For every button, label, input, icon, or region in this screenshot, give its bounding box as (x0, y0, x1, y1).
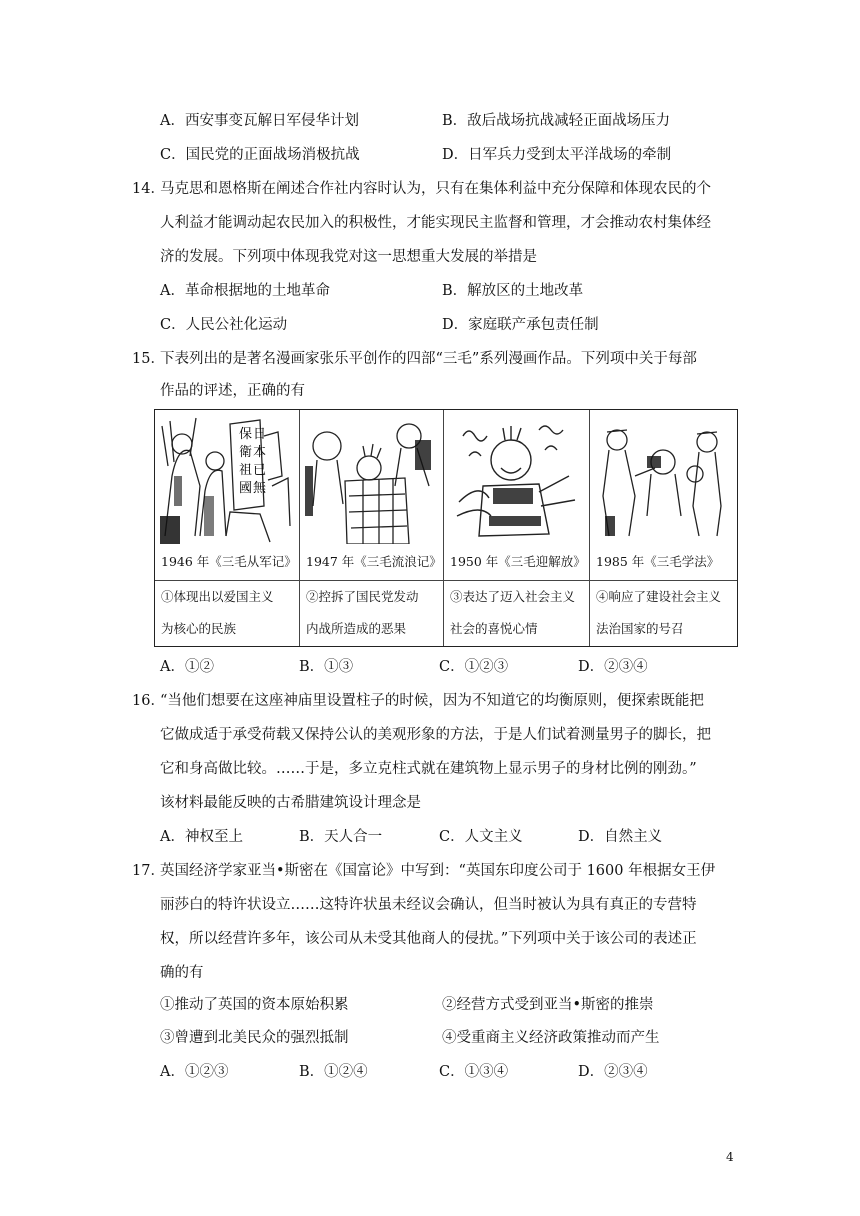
svg-text:祖: 祖 (239, 463, 253, 478)
q14-option-c: C．人民公社化运动 (160, 317, 288, 333)
q15-stem-line: 作品的评述，正确的有 (160, 383, 305, 399)
sign-text: 保 (239, 427, 253, 442)
q16-number: 16． (132, 693, 165, 709)
q17-statement-4: ④受重商主义经济政策推动而产生 (442, 1030, 660, 1046)
q14-stem-line: 马克思和恩格斯在阐述合作社内容时认为，只有在集体利益中充分保障和体现农民的个 (160, 181, 711, 197)
cartoon-caption: 1946 年《三毛从军记》 (161, 554, 297, 569)
q14-number: 14． (132, 181, 165, 197)
svg-text:日: 日 (253, 427, 267, 442)
q17-statement-3: ③曾遭到北美民众的强烈抵制 (160, 1030, 349, 1046)
q16-stem-line: “当他们想要在这座神庙里设置柱子的时候，因为不知道它的均衡原则，便探索既能把 (160, 693, 704, 709)
q16-option-b: B．天人合一 (299, 829, 383, 845)
q16-option-c: C．人文主义 (439, 829, 523, 845)
q15-stem-line: 下表列出的是著名漫画家张乐平创作的四部“三毛”系列漫画作品。下列项中关于每部 (160, 351, 697, 367)
q15-option-b: B．①③ (299, 659, 354, 675)
table-column-4 (590, 410, 736, 646)
table-column-2 (300, 410, 444, 646)
q16-stem-line: 它做成适于承受荷载又保持公认的美观形象的方法，于是人们试着测量男子的脚长，把 (160, 727, 711, 743)
q14-option-b: B．解放区的土地改革 (442, 283, 584, 299)
cartoon-description: ③表达了迈入社会主义 (450, 589, 576, 604)
q17-number: 17． (132, 863, 165, 879)
q17-option-c: C．①③④ (439, 1064, 509, 1080)
q13-option-b: B．敌后战场抗战减轻正面战场压力 (442, 113, 671, 129)
q17-option-b: B．①②④ (299, 1064, 368, 1080)
cartoon-caption: 1985 年《三毛学法》 (596, 554, 720, 569)
cartoon-description: ④响应了建设社会主义 (596, 589, 722, 604)
q16-option-a: A．神权至上 (160, 829, 243, 845)
svg-text:衛: 衛 (239, 445, 253, 460)
cartoon-description: 为核心的民族 (161, 621, 237, 636)
cartoon-caption: 1950 年《三毛迎解放》 (450, 554, 586, 569)
q14-stem-line: 人利益才能调动起农民加入的积极性，才能实现民主监督和管理，才会推动农村集体经 (160, 215, 711, 231)
q17-statement-1: ①推动了英国的资本原始积累 (160, 997, 349, 1013)
cartoon-liberation-image (449, 416, 584, 544)
q13-option-c: C．国民党的正面战场消极抗战 (160, 147, 360, 163)
cartoon-description: 法治国家的号召 (596, 621, 684, 636)
q15-number: 15． (132, 351, 165, 367)
q16-stem-line: 该材料最能反映的古希腊建筑设计理念是 (160, 795, 421, 811)
page-number: 4 (726, 1150, 734, 1164)
svg-text:本: 本 (253, 445, 267, 460)
q14-stem-line: 济的发展。下列项中体现我党对这一思想重大发展的举措是 (160, 249, 537, 265)
q16-option-d: D．自然主义 (578, 829, 663, 845)
q13-option-a: A．西安事变瓦解日军侵华计划 (160, 113, 359, 129)
cartoon-description: 社会的喜悦心情 (450, 621, 538, 636)
q14-option-a: A．革命根据地的土地革命 (160, 283, 330, 299)
q17-option-a: A．①②③ (160, 1064, 229, 1080)
q17-stem-line: 英国经济学家亚当•斯密在《国富论》中写到：“英国东印度公司于 1600 年根据女王伊 (160, 863, 716, 879)
q13-option-d: D．日军兵力受到太平洋战场的牵制 (442, 147, 672, 163)
q17-option-d: D．②③④ (578, 1064, 648, 1080)
cartoon-description: 内战所造成的恶果 (306, 621, 407, 636)
q17-stem-line: 权，所以经营许多年，该公司从未受其他商人的侵扰。”下列项中关于该公司的表述正 (160, 931, 697, 947)
cartoon-caption: 1947 年《三毛流浪记》 (306, 554, 442, 569)
cartoon-description: ②控拆了国民党发动 (306, 589, 419, 604)
q15-option-d: D．②③④ (578, 659, 648, 675)
svg-text:無: 無 (253, 481, 267, 496)
cartoon-army-image (160, 416, 294, 544)
q15-option-a: A．①② (160, 659, 214, 675)
table-column-1 (155, 410, 300, 646)
svg-text:國: 國 (239, 481, 253, 496)
q17-stem-line: 确的有 (160, 965, 204, 981)
cartoon-description: ①体现出以爱国主义 (161, 589, 274, 604)
q17-statement-2: ②经营方式受到亚当•斯密的推崇 (442, 997, 654, 1013)
q15-option-c: C．①②③ (439, 659, 509, 675)
cartoon-table (154, 409, 738, 647)
table-column-3 (444, 410, 590, 646)
q17-stem-line: 丽莎白的特许状设立……这特许状虽未经议会确认，但当时被认为具有真正的专营特 (160, 897, 697, 913)
q14-option-d: D．家庭联产承包责任制 (442, 317, 599, 333)
svg-text:已: 已 (253, 463, 267, 478)
cartoon-wandering-image (305, 416, 438, 544)
q16-stem-line: 它和身高做比较。……于是，多立克柱式就在建筑物上显示男子的身材比例的刚劲。” (160, 761, 697, 777)
cartoon-law-image (595, 416, 731, 544)
